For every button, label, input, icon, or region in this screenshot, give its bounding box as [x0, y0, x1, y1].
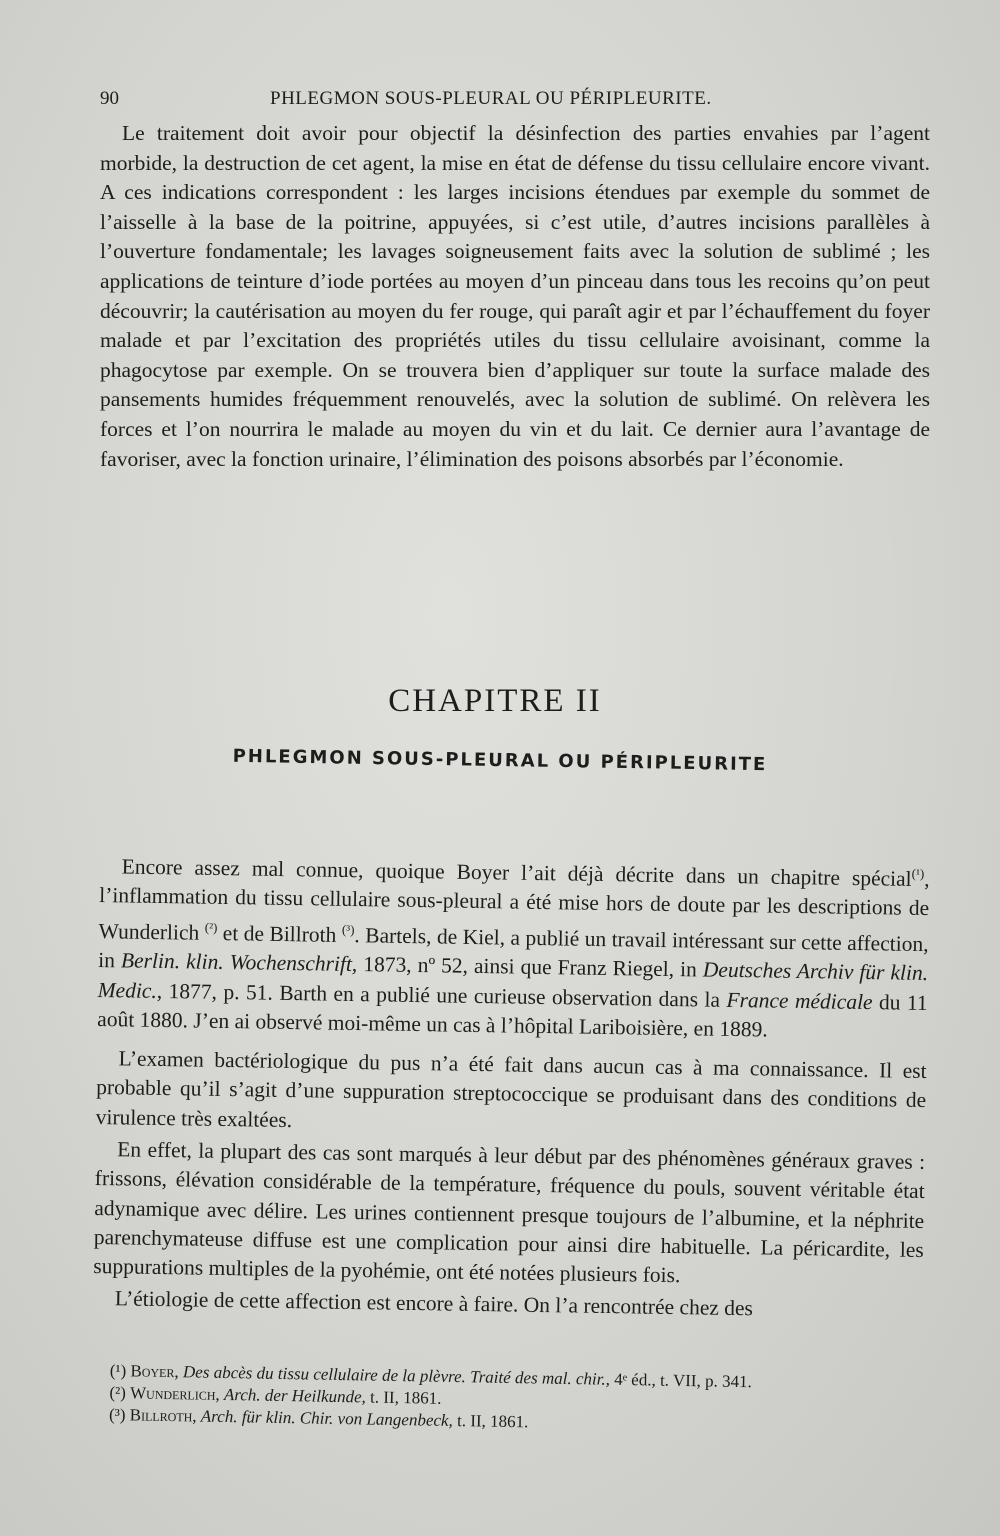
chapter-heading — [0, 683, 1000, 720]
footnote-1-author: Boyer, — [130, 1361, 179, 1382]
footnotes — [109, 1360, 920, 1440]
chapter-number: CHAPITRE II — [388, 683, 602, 719]
footnote-3-title: Arch. für klin. Chir. von Langenbeck, — [200, 1406, 453, 1430]
footnote-2-author: Wunderlich, — [129, 1383, 220, 1404]
footnote-2-title: Arch. der Heilkunde, — [223, 1384, 367, 1407]
footnote-2-details: t. II, 1861. — [369, 1387, 442, 1408]
journal-title-deutsches: Deutsches Archiv für klin. Medic. — [97, 957, 929, 1003]
symptoms-paragraph: En effet, la plupart des cas sont marqués à leur début par des phénomènes généraux graves : frissons, élévation considérable de la température, fréquence du pouls, souvent véritable état adynamique avec délire. Les urines contiennent presque toujours de l’albumine, et la néphrite parenchymateuse diffuse est une complication pour ainsi dire habituelle. La péricardite, les suppurations multiples de la pyohémie, ont été notées plusieurs fois. — [93, 1137, 926, 1288]
history-text-b: , l’inflammation du tissu cellulaire sous-pleural a été mise hors de doute par les descriptions de Wunderlich — [98, 867, 930, 945]
history-text-j: du 11 août 1880. J’en ai observé moi-même un cas à l’hôpital Lariboisière, en 1889. — [97, 989, 928, 1042]
running-title: PHLEGMON SOUS-PLEURAL OU PÉRIPLEURITE. — [270, 88, 712, 109]
footnote-ref-3[interactable]: (³) — [341, 921, 355, 937]
journal-title-berlin: Berlin. klin. Wochenschrift, — [120, 948, 358, 977]
running-header — [100, 88, 920, 114]
footnote-2-mark: (²) — [109, 1382, 127, 1403]
footnote-ref-1[interactable]: (¹) — [911, 865, 925, 881]
page-number: 90 — [100, 88, 119, 109]
chapter-title: PHLEGMON SOUS-PLEURAL OU PÉRIPLEURITE — [232, 745, 768, 776]
chapter-body — [93, 846, 930, 1327]
footnote-1-mark: (¹) — [109, 1360, 127, 1381]
footnote-ref-2[interactable]: (²) — [204, 919, 218, 935]
history-text-d: . Bartels, de Kiel, a publié un travail intéressant sur cette affection, in — [98, 922, 929, 973]
etiology-paragraph: L’étiologie de cette affection est encore à faire. On l’a rencontrée chez des — [114, 1286, 754, 1321]
history-text-f: 1873, nº 52, ainsi que Franz Riegel, in — [357, 952, 704, 982]
footnote-3-details: t. II, 1861. — [456, 1411, 529, 1432]
footnote-1-title: Des abcès du tissu cellulaire de la plèvre. Traité des mal. chir., — [182, 1362, 611, 1389]
history-paragraph — [97, 846, 930, 1047]
bacteriology-paragraph: L’examen bactériologique du pus n’a été fait dans aucun cas à ma connaissance. Il est probable qu’il s’agit d’une suppuration streptococcique se produisant dans des conditions de virulence très exaltées. — [95, 1046, 927, 1132]
history-text-a: Encore assez mal connue, quoique Boyer l’ait déjà décrite dans un chapitre spécial — [121, 854, 912, 891]
previous-chapter-text — [100, 119, 930, 474]
history-text-h: , 1877, p. 51. Barth en a publié une curieuse observation dans la — [156, 978, 727, 1012]
footnote-3-author: Billroth, — [129, 1405, 197, 1426]
footnote-1-details: 4ᵉ éd., t. VII, p. 341. — [613, 1369, 752, 1392]
treatment-paragraph: Le traitement doit avoir pour objectif la désinfection des parties envahies par l’agent morbide, la destruction de cet agent, la mise en état de défense du tissu cellulaire encore vivant. A ces indications correspondent : les larges incisions étendues par exemple du sommet de l’aisselle à la base de la poitrine, appuyées, si c’est utile, d’autres incisions parallèles à l’ouverture fondamentale; les lavages soigneusement faits avec la solution de sublimé ; les applications de teinture d’iode portées au moyen d’un pinceau dans tous les recoins qu’on peut découvrir; la cautérisation au moyen du fer rouge, qui paraît agir et par l’échauffement du foyer malade et par l’excitation des propriétés utiles du tissu cellulaire avoisinant, comme la phagocytose par exemple. On se trouvera bien d’appliquer sur toute la surface malade des pansements humides fréquemment renouvelés, avec la solution de sublimé. On relèvera les forces et l’on nourrira le malade au moyen du vin et du lait. Ce dernier aura l’avantage de favoriser, avec la fonction urinaire, l’élimination des poisons absorbés par l’économie. — [100, 121, 930, 471]
footnote-3-mark: (³) — [108, 1404, 126, 1425]
history-text-c: et de Billroth — [217, 920, 343, 947]
journal-title-france: France médicale — [726, 987, 873, 1014]
